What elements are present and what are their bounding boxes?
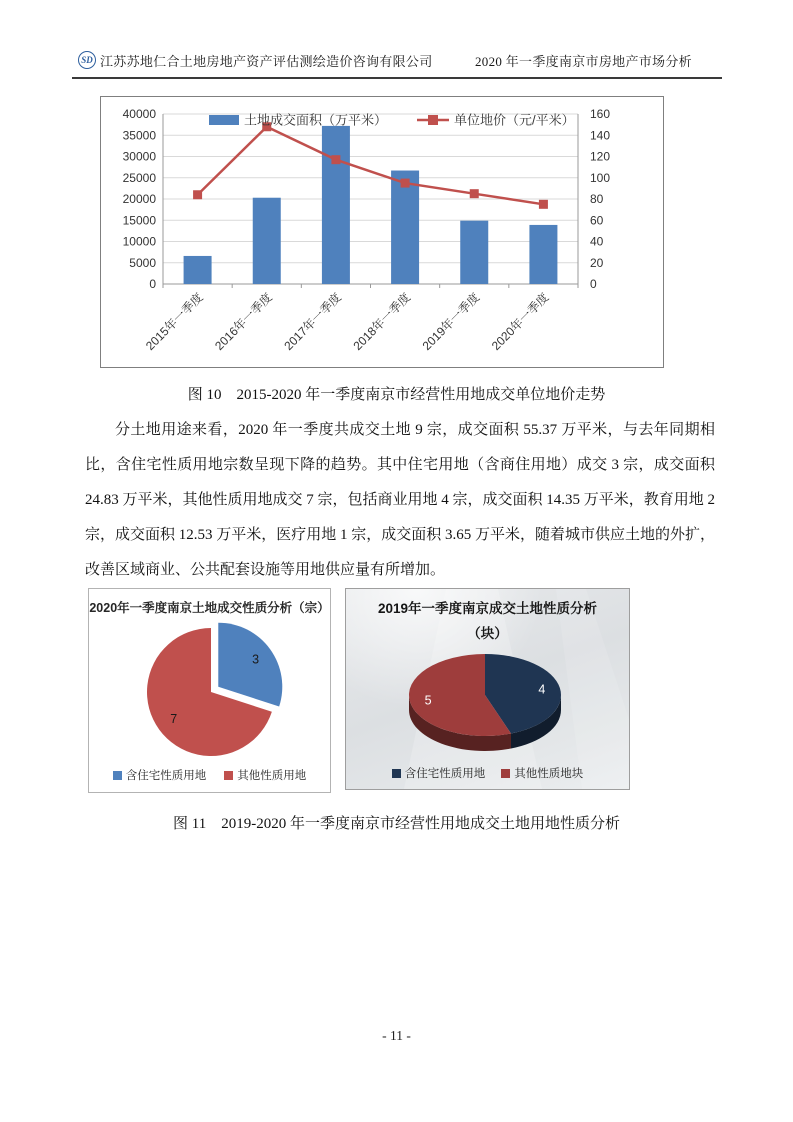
legend-item: [501, 765, 583, 781]
svg-text:60: 60: [590, 213, 604, 228]
figure-11-caption: 图 11 2019-2020 年一季度南京市经营性用地成交土地用地性质分析: [173, 816, 620, 832]
combo-chart-land-price: [100, 96, 664, 368]
svg-text:5: 5: [424, 693, 432, 708]
pie-2020-title: 2020年一季度南京土地成交性质分析（宗）: [89, 601, 330, 615]
legend-swatch-darkred: [501, 769, 510, 778]
legend-label: 其他性质用地: [237, 770, 307, 782]
legend-swatch-red: [224, 771, 233, 780]
page-number: - 11 -: [382, 1028, 411, 1043]
bar: [322, 126, 350, 284]
legend-item: [392, 765, 486, 781]
svg-text:单位地价（元/平米）: 单位地价（元/平米）: [454, 112, 575, 128]
report-title: 2020 年一季度南京市房地产市场分析: [475, 54, 692, 69]
line-marker: [193, 190, 202, 199]
svg-text:2015年一季度: 2015年一季度: [142, 290, 206, 353]
svg-text:2016年一季度: 2016年一季度: [212, 290, 275, 353]
legend-swatch-blue: [113, 771, 122, 780]
pie-2020-legend: [89, 767, 330, 783]
company-logo-icon: SD: [78, 51, 96, 69]
svg-text:4: 4: [538, 682, 546, 697]
legend-swatch-navy: [392, 769, 401, 778]
svg-text:40000: 40000: [122, 107, 156, 121]
figure-10-caption: 图 10 2015-2020 年一季度南京市经营性用地成交单位地价走势: [187, 387, 606, 403]
line-marker: [470, 189, 479, 198]
svg-text:2018年一季度: 2018年一季度: [350, 290, 414, 353]
svg-text:土地成交面积（万平米）: 土地成交面积（万平米）: [244, 112, 388, 128]
pie-2020-slices: [147, 623, 282, 756]
price-line: [198, 127, 544, 205]
legend-label: 含住宅性质用地: [404, 768, 486, 780]
svg-text:30000: 30000: [122, 149, 156, 164]
pie-slice: [218, 623, 282, 707]
svg-text:2019年一季度: 2019年一季度: [419, 290, 483, 353]
svg-text:40: 40: [590, 234, 604, 249]
pie-chart-2020: [88, 588, 331, 793]
line-marker: [331, 155, 340, 164]
legend-label: 含住宅性质用地: [125, 770, 207, 782]
legend-item: [224, 767, 306, 783]
svg-text:0: 0: [149, 277, 156, 291]
pie-2019-title: [346, 596, 629, 646]
svg-text:20: 20: [590, 255, 604, 270]
pie-2019-title-line1: 2019年一季度南京成交土地性质分析: [377, 601, 598, 616]
bar: [253, 198, 281, 284]
pie-2019-title-line2: （块）: [467, 626, 508, 641]
svg-text:160: 160: [590, 107, 611, 121]
svg-text:2020年一季度: 2020年一季度: [488, 290, 552, 353]
bar: [529, 225, 557, 284]
pie-2020-svg: [89, 617, 330, 767]
pie-chart-2019: [345, 588, 630, 790]
bar: [184, 256, 212, 284]
line-marker: [539, 200, 548, 209]
legend-item: [113, 767, 207, 783]
svg-text:25000: 25000: [122, 170, 156, 185]
svg-text:20000: 20000: [122, 192, 156, 206]
header-rule: [72, 77, 722, 79]
svg-text:5000: 5000: [129, 255, 156, 270]
svg-text:7: 7: [170, 712, 178, 727]
svg-text:2017年一季度: 2017年一季度: [281, 290, 345, 353]
svg-text:120: 120: [590, 149, 611, 164]
pie-2019-legend: [346, 765, 629, 781]
legend-swatch-bar: [209, 115, 239, 125]
body-paragraph: 分土地用途来看，2020 年一季度共成交土地 9 宗，成交面积 55.37 万平米，与去年同期相比，含住宅性质用地宗数呈现下降的趋势。其中住宅用地（含商住用地）成交 3 宗，成交面积 24.83 万平米，其他性质用地成交 7 宗，包括商业用地 4 宗，成交面积 14.35 万平米，教育用地 2 宗，成交面积 12.53 万平米，医疗用地 1 宗，成交面积 3.65 万平米，随着城市供应土地的外扩，改善区域商业、公共配套设施等用地供应量有所增加。: [85, 422, 716, 578]
svg-text:80: 80: [590, 192, 604, 206]
bar: [460, 221, 488, 284]
line-marker: [401, 179, 410, 188]
legend-label: 其他性质地块: [514, 768, 584, 780]
legend-swatch-line: [428, 115, 438, 125]
combo-chart-svg: [101, 97, 661, 365]
svg-text:10000: 10000: [122, 234, 156, 249]
svg-text:3: 3: [252, 652, 260, 667]
combo-plot: [123, 107, 611, 353]
svg-text:140: 140: [590, 128, 611, 143]
svg-text:35000: 35000: [122, 128, 156, 143]
svg-text:15000: 15000: [122, 213, 156, 228]
page-header: [72, 48, 722, 74]
company-name: 江苏苏地仁合土地房地产资产评估测绘造价咨询有限公司: [100, 54, 433, 69]
svg-text:0: 0: [590, 277, 597, 291]
pie-2019-slices: [409, 654, 561, 751]
svg-text:100: 100: [590, 170, 611, 185]
